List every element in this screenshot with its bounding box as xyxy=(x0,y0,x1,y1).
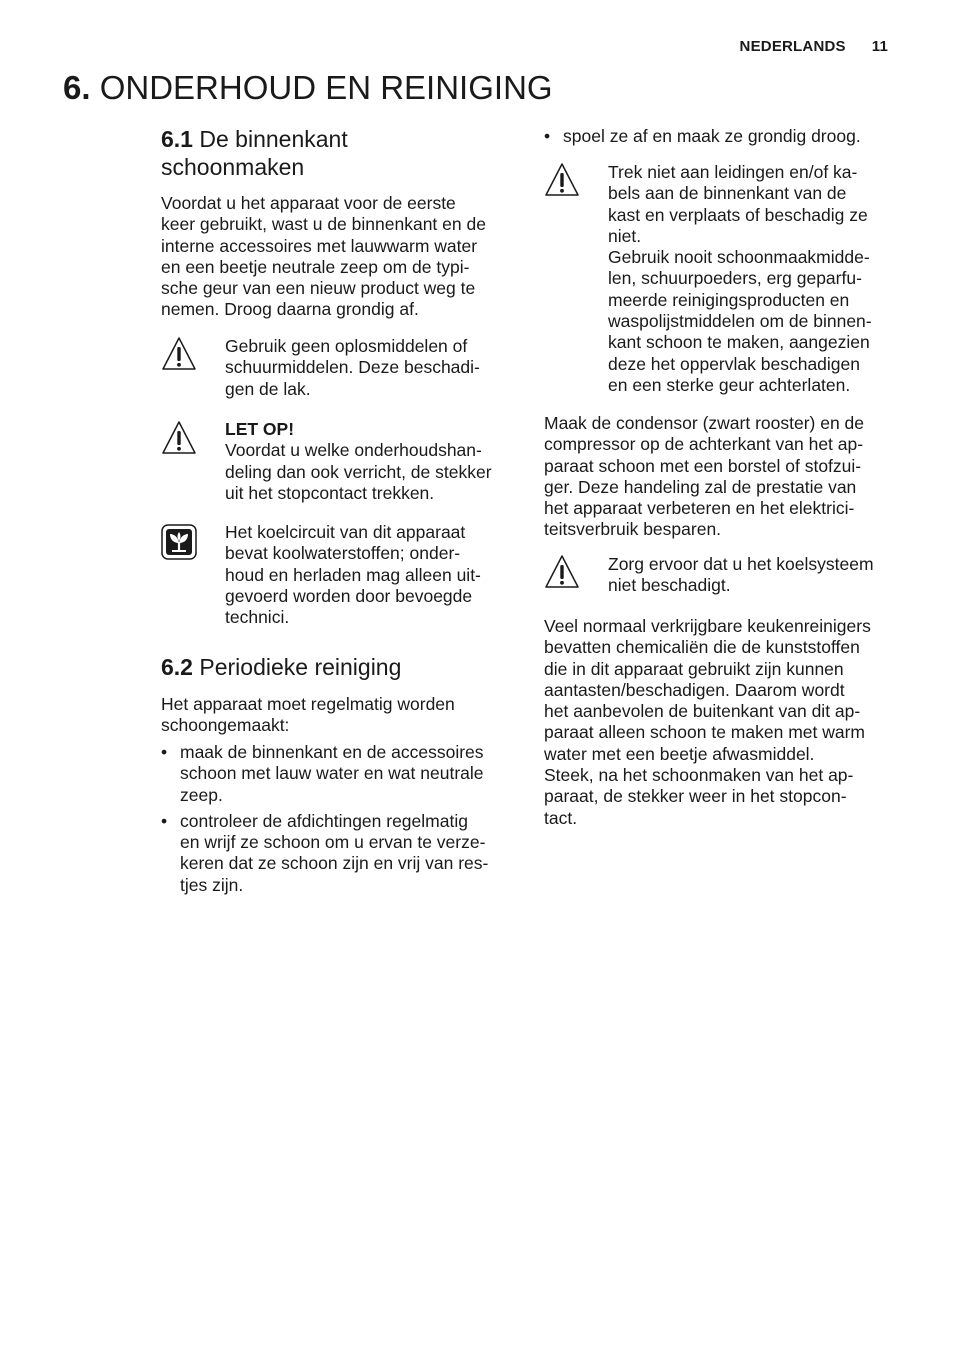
warning-line: Trek niet aan leidingen en/of ka- xyxy=(608,162,858,182)
page-header xyxy=(740,38,888,55)
paragraph-line: water met een beetje afwasmiddel. xyxy=(544,743,815,764)
intro-line: Het apparaat moet regelmatig worden xyxy=(161,694,455,714)
paragraph-line: het apparaat verbeteren en het elektrici- xyxy=(544,498,855,519)
list-item xyxy=(161,742,523,806)
rinse-bullet-list xyxy=(544,126,906,152)
bullet-line: maak de binnenkant en de accessoires xyxy=(180,742,484,762)
intro-line: interne accessoires met lauwwarm water xyxy=(161,235,478,256)
warning-line: Zorg ervoor dat u het koelsysteem xyxy=(608,554,874,574)
section-6-1-title-line1: De binnenkant xyxy=(199,126,348,152)
environment-line: bevat koolwaterstoffen; onder- xyxy=(225,543,461,564)
chapter-number: 6. xyxy=(63,69,91,106)
intro-line: sche geur van een nieuw product weg te xyxy=(161,278,476,299)
list-item xyxy=(161,811,523,896)
warning-text xyxy=(608,162,908,396)
paragraph-line: het aanbevolen de buitenkant van dit ap- xyxy=(544,701,861,722)
intro-line: keer gebruikt, wast u de binnenkant en de xyxy=(161,214,486,235)
intro-line: en een beetje neutrale zeep om de typi- xyxy=(161,256,470,277)
warning-line: deze het oppervlak beschadigen xyxy=(608,353,860,374)
paragraph-line: Steek, na het schoonmaken van het ap- xyxy=(544,765,854,786)
bullet-dot: • xyxy=(161,742,168,762)
environment-line: technici. xyxy=(225,607,290,628)
environment-line: gevoerd worden door bevoegde xyxy=(225,585,473,606)
section-6-1-intro xyxy=(161,193,486,321)
paragraph-line: tact. xyxy=(544,807,578,828)
warning-line: deling dan ook verricht, de stekker xyxy=(225,461,492,482)
section-6-1-title xyxy=(161,125,348,181)
intro-line: Voordat u het apparaat voor de eerste xyxy=(161,193,456,213)
bullet-line: tjes zijn. xyxy=(180,874,244,895)
paragraph-line: ger. Deze handeling zal de prestatie van xyxy=(544,476,857,497)
header-language: NEDERLANDS xyxy=(739,38,846,55)
warning-line: len, schuurpoeders, erg geparfu- xyxy=(608,268,862,289)
warning-line: waspolijstmiddelen om de binnen- xyxy=(608,311,872,332)
section-6-1-title-line2: schoonmaken xyxy=(161,154,305,180)
warning-line: kast en verplaats of beschadig ze xyxy=(608,204,868,225)
warning-line: meerde reinigingsproducten en xyxy=(608,289,850,310)
paragraph-line: paraat, de stekker weer in het stopcon- xyxy=(544,786,847,807)
paragraph-line: Veel normaal verkrijgbare keukenreinigers xyxy=(544,616,871,636)
paragraph-line: die in dit apparaat gebruikt zijn kunnen xyxy=(544,658,844,679)
environment-line: houd en herladen mag alleen uit- xyxy=(225,564,481,585)
section-6-2-number: 6.2 xyxy=(161,654,193,680)
intro-line: nemen. Droog daarna grondig af. xyxy=(161,299,419,320)
chapter-title-text: ONDERHOUD EN REINIGING xyxy=(99,69,553,106)
list-item xyxy=(544,126,906,147)
bullet-line: controleer de afdichtingen regelmatig xyxy=(180,810,468,831)
warning-triangle-icon xyxy=(161,420,197,456)
environment-line: Het koelcircuit van dit apparaat xyxy=(225,522,466,542)
paragraph-line: aantasten/beschadigen. Daarom wordt xyxy=(544,679,845,700)
warning-line: en een sterke geur achterlaten. xyxy=(608,374,851,395)
warning-line: uit het stopcontact trekken. xyxy=(225,482,435,503)
warning-triangle-icon xyxy=(544,554,580,590)
bullet-line: keren dat ze schoon zijn en vrij van res- xyxy=(180,853,489,874)
warning-label: LET OP! xyxy=(225,419,295,439)
warning-line: niet. xyxy=(608,225,642,246)
cleaners-paragraph xyxy=(544,616,871,829)
warning-text xyxy=(608,554,908,597)
warning-line: kant schoon te maken, aangezien xyxy=(608,332,870,353)
paragraph-line: compressor op de achterkant van het ap- xyxy=(544,434,864,455)
section-6-2-intro xyxy=(161,694,455,737)
environment-text xyxy=(225,522,525,628)
warning-line: niet beschadigt. xyxy=(608,575,731,596)
warning-text xyxy=(225,336,525,400)
condenser-paragraph xyxy=(544,413,864,541)
warning-line: Voordat u welke onderhoudshan- xyxy=(225,440,482,461)
warning-triangle-icon xyxy=(161,336,197,372)
paragraph-line: Maak de condensor (zwart rooster) en de xyxy=(544,413,865,433)
paragraph-line: bevatten chemicaliën die de kunststoffen xyxy=(544,637,860,658)
environment-plant-icon xyxy=(161,524,197,560)
warning-line: schuurmiddelen. Deze beschadi- xyxy=(225,357,480,378)
paragraph-line: paraat alleen schoon te maken met warm xyxy=(544,722,865,743)
section-6-2-title-text: Periodieke reiniging xyxy=(199,654,402,680)
intro-line: schoongemaakt: xyxy=(161,715,290,736)
chapter-title xyxy=(63,66,553,110)
maintenance-bullet-list xyxy=(161,742,523,901)
bullet-line: zeep. xyxy=(180,784,223,805)
paragraph-line: paraat schoon met een borstel of stofzui- xyxy=(544,455,862,476)
warning-line: bels aan de binnenkant van de xyxy=(608,183,847,204)
warning-triangle-icon xyxy=(544,162,580,198)
section-6-1-number: 6.1 xyxy=(161,126,193,152)
paragraph-line: teitsverbruik besparen. xyxy=(544,519,722,540)
bullet-dot: • xyxy=(161,810,168,831)
bullet-line: schoon met lauw water en wat neutrale xyxy=(180,763,484,784)
warning-line: Gebruik nooit schoonmaakmidde- xyxy=(608,247,870,268)
header-page-number: 11 xyxy=(871,38,888,55)
bullet-dot: • xyxy=(544,126,551,146)
warning-line: Gebruik geen oplosmiddelen of xyxy=(225,336,468,356)
bullet-line: spoel ze af en maak ze grondig droog. xyxy=(563,126,861,146)
section-6-2-title xyxy=(161,653,401,681)
bullet-line: en wrijf ze schoon om u ervan te verze- xyxy=(180,832,486,853)
warning-line: gen de lak. xyxy=(225,378,311,399)
warning-text xyxy=(225,419,525,504)
